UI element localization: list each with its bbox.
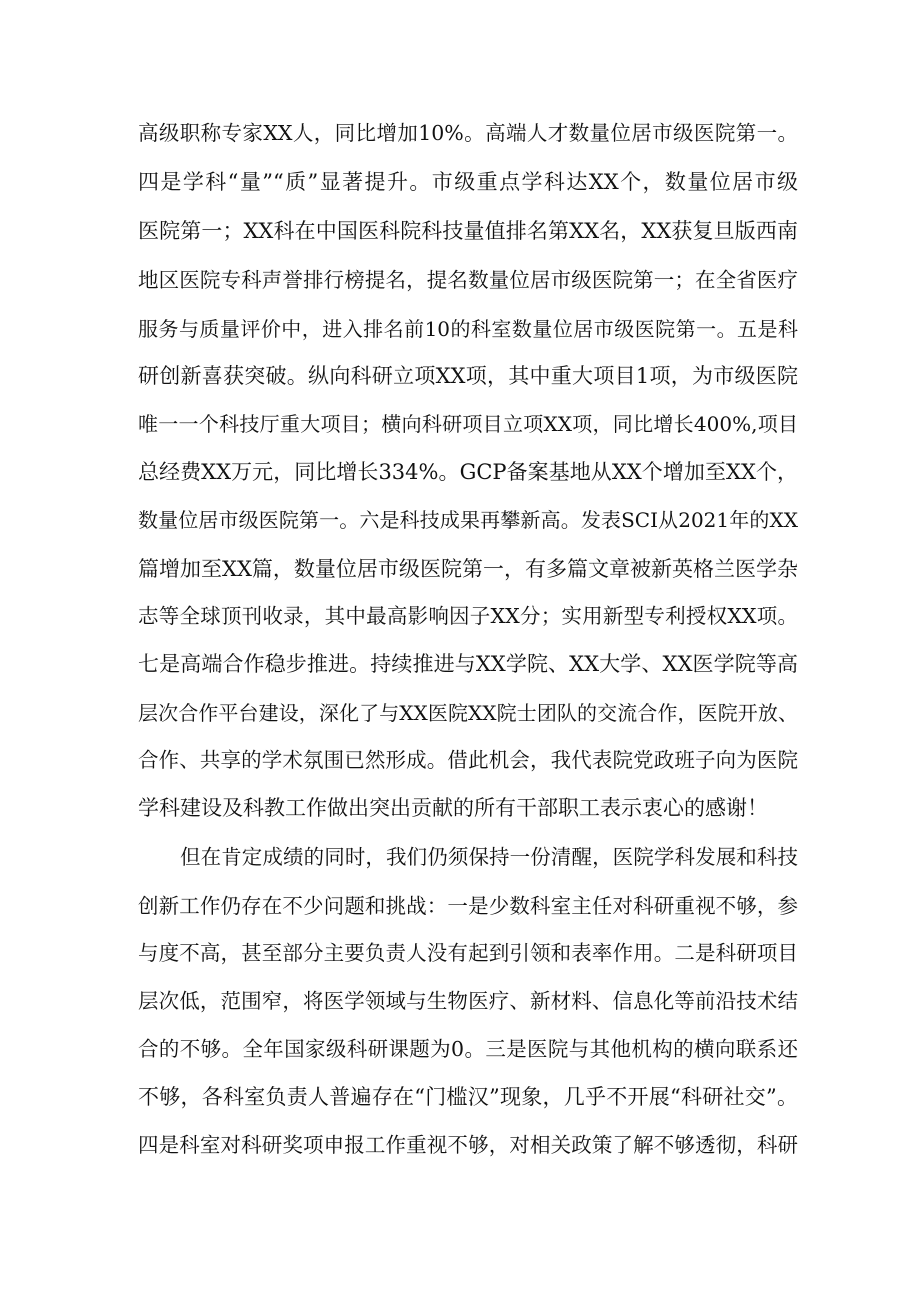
paragraph-line: 服务与质量评价中，进入排名前10的科室数量位居市级医院第一。五是科 — [138, 317, 798, 341]
paragraph-line: 四是科室对科研奖项申报工作重视不够，对相关政策了解不够透彻，科研 — [138, 1133, 798, 1157]
paragraph-line: 四是学科“量”“质”显著提升。市级重点学科达XX个，数量位居市级 — [138, 170, 798, 194]
paragraph-line: 层次低，范围窄，将医学领域与生物医疗、新材料、信息化等前沿技术结 — [138, 989, 798, 1013]
paragraph-first-line: 但在肯定成绩的同时，我们仍须保持一份清醒，医院学科发展和科技 — [180, 845, 798, 869]
paragraph-line: 医院第一；XX科在中国医科院科技量值排名第XX名，XX获复旦版西南 — [138, 219, 798, 243]
paragraph-line-last: 学科建设及科教工作做出突出贡献的所有干部职工表示衷心的感谢！ — [138, 796, 768, 820]
paragraph-line: 层次合作平台建设，深化了与XX医院XX院士团队的交流合作，医院开放、 — [138, 701, 798, 725]
paragraph-line: 合的不够。全年国家级科研课题为0。三是医院与其他机构的横向联系还 — [138, 1037, 798, 1061]
paragraph-line: 篇增加至XX篇，数量位居市级医院第一，有多篇文章被新英格兰医学杂 — [138, 557, 798, 581]
paragraph-line: 数量位居市级医院第一。六是科技成果再攀新高。发表SCI从2021年的XX — [138, 508, 798, 532]
paragraph-line: 七是高端合作稳步推进。持续推进与XX学院、XX大学、XX医学院等高 — [138, 652, 798, 676]
paragraph-line: 与度不高，甚至部分主要负责人没有起到引领和表率作用。二是科研项目 — [138, 941, 798, 965]
paragraph-line: 创新工作仍存在不少问题和挑战：一是少数科室主任对科研重视不够，参 — [138, 894, 798, 918]
paragraph-line: 高级职称专家XX人，同比增加10%。高端人才数量位居市级医院第一。 — [138, 121, 798, 145]
paragraph-line: 研创新喜获突破。纵向科研立项XX项，其中重大项目1项，为市级医院 — [138, 364, 798, 388]
paragraph-line: 总经费XX万元，同比增长334%。GCP备案基地从XX个增加至XX个， — [138, 460, 798, 484]
paragraph-line: 合作、共享的学术氛围已然形成。借此机会，我代表院党政班子向为医院 — [138, 748, 798, 772]
paragraph-line: 志等全球顶刊收录，其中最高影响因子XX分；实用新型专利授权XX项。 — [138, 604, 798, 628]
paragraph-line: 地区医院专科声誉排行榜提名，提名数量位居市级医院第一；在全省医疗 — [138, 268, 798, 292]
paragraph-line: 唯一一个科技厅重大项目；横向科研项目立项XX项，同比增长400%,项目 — [138, 412, 798, 436]
paragraph-line: 不够，各科室负责人普遍存在“门槛汉”现象，几乎不开展“科研社交”。 — [138, 1085, 798, 1109]
